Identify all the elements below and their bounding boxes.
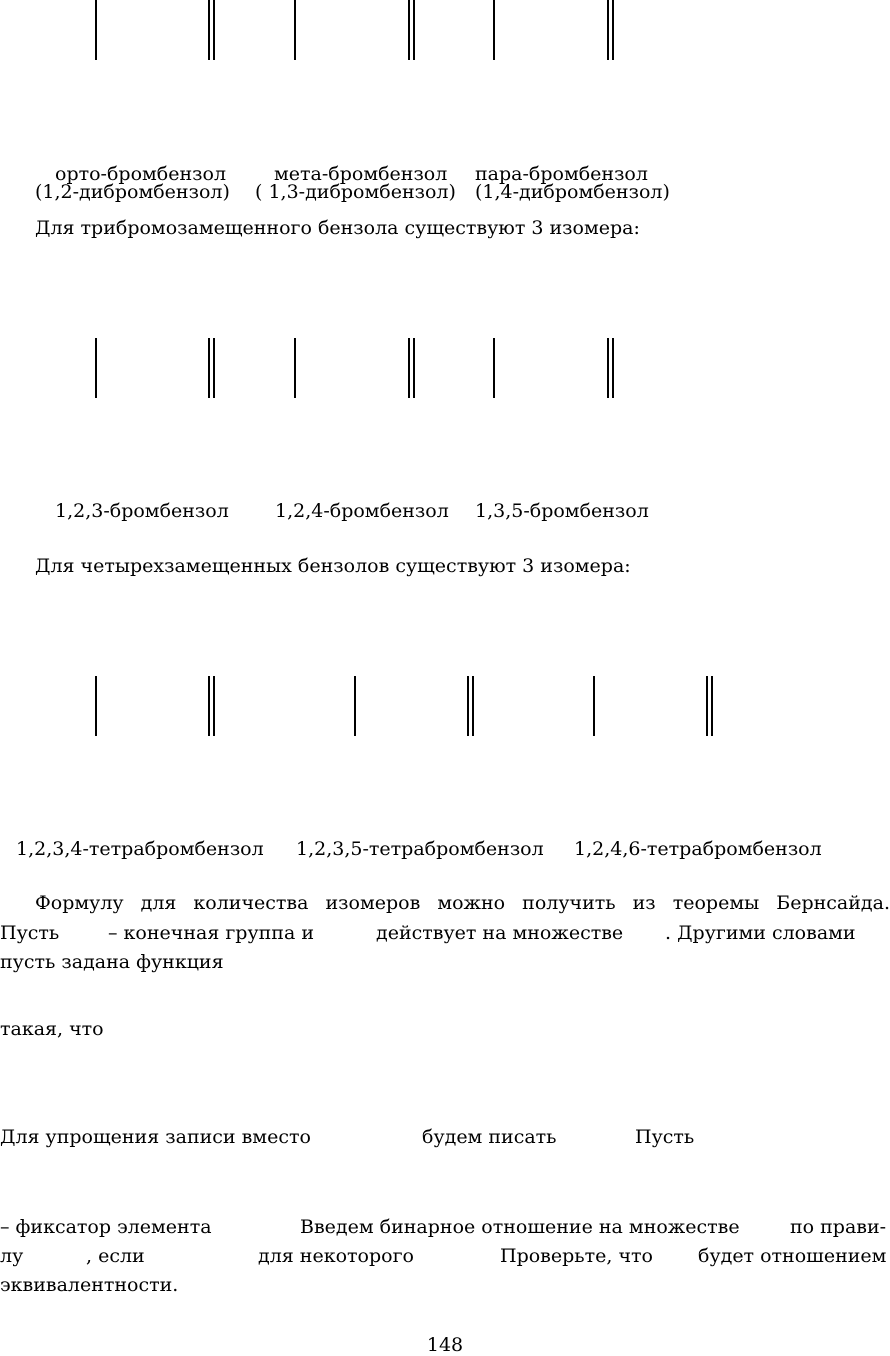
ring-bond-line [354,676,356,736]
paragraph-text: . Другими словами [665,922,856,944]
ring-bond-line [95,676,97,736]
tetra-c-label: 1,2,4,6-тетрабромбензол [574,838,822,860]
paragraph-text: для некоторого [258,1245,414,1267]
ring-double-bond [607,0,614,60]
paragraph-text: будет отношением [698,1245,887,1267]
paragraph-text: Пусть [0,922,60,944]
ortho-alt-label: (1,2-дибромбензол) [35,181,230,203]
paragraph-text: действует на множестве [376,922,624,944]
tetra-intro: Для четырехзамещенных бензолов существуют 3 изомера: [35,555,631,577]
tribromo-b-label: 1,2,4-бромбензол [275,500,449,522]
ring-double-bond [208,338,215,398]
ring-double-bond [208,0,215,60]
paragraph-text: Проверьте, что [500,1245,653,1267]
tribromo-a-label: 1,2,3-бромбензол [55,500,229,522]
para-label: пара-бромбензол [475,163,648,185]
ring-bond-line [493,338,495,398]
paragraph-line: Формулу для количества изомеров можно получить из теоремы Бернсайда. [35,892,890,914]
tribromo-c-label: 1,3,5-бромбензол [475,500,649,522]
paragraph-text: по прави- [790,1216,887,1238]
ring-bond-line [593,676,595,736]
ring-double-bond [706,676,713,736]
ring-bond-line [95,0,97,60]
paragraph-text: такая, что [0,1018,104,1040]
tetra-b-label: 1,2,3,5-тетрабромбензол [296,838,544,860]
paragraph-text: пусть задана функция [0,951,224,973]
para-alt-label: (1,4-дибромбензол) [475,181,670,203]
paragraph-text: Для упрощения записи вместо [0,1126,311,1148]
paragraph-text: лу [0,1245,24,1267]
paragraph-text: – конечная группа и [108,922,314,944]
paragraph-text: будем писать [422,1126,557,1148]
meta-alt-label: ( 1,3-дибромбензол) [255,181,456,203]
meta-label: мета-бромбензол [274,163,448,185]
ring-double-bond [408,0,415,60]
ring-bond-line [294,0,296,60]
paragraph-text: , если [86,1245,145,1267]
ring-double-bond [208,676,215,736]
ring-bond-line [493,0,495,60]
paragraph-text: Введем бинарное отношение на множестве [300,1216,740,1238]
ring-double-bond [467,676,474,736]
ring-bond-line [95,338,97,398]
paragraph-text: Пусть [635,1126,695,1148]
paragraph-text: эквивалентности. [0,1274,179,1296]
ortho-label: орто-бромбензол [55,163,227,185]
ring-double-bond [408,338,415,398]
tribromo-intro: Для трибромозамещенного бензола существуют 3 изомера: [35,217,640,239]
paragraph-text: – фиксатор элемента [0,1216,212,1238]
ring-bond-line [294,338,296,398]
tetra-a-label: 1,2,3,4-тетрабромбензол [16,838,264,860]
page-number: 148 [426,1334,464,1356]
ring-double-bond [607,338,614,398]
